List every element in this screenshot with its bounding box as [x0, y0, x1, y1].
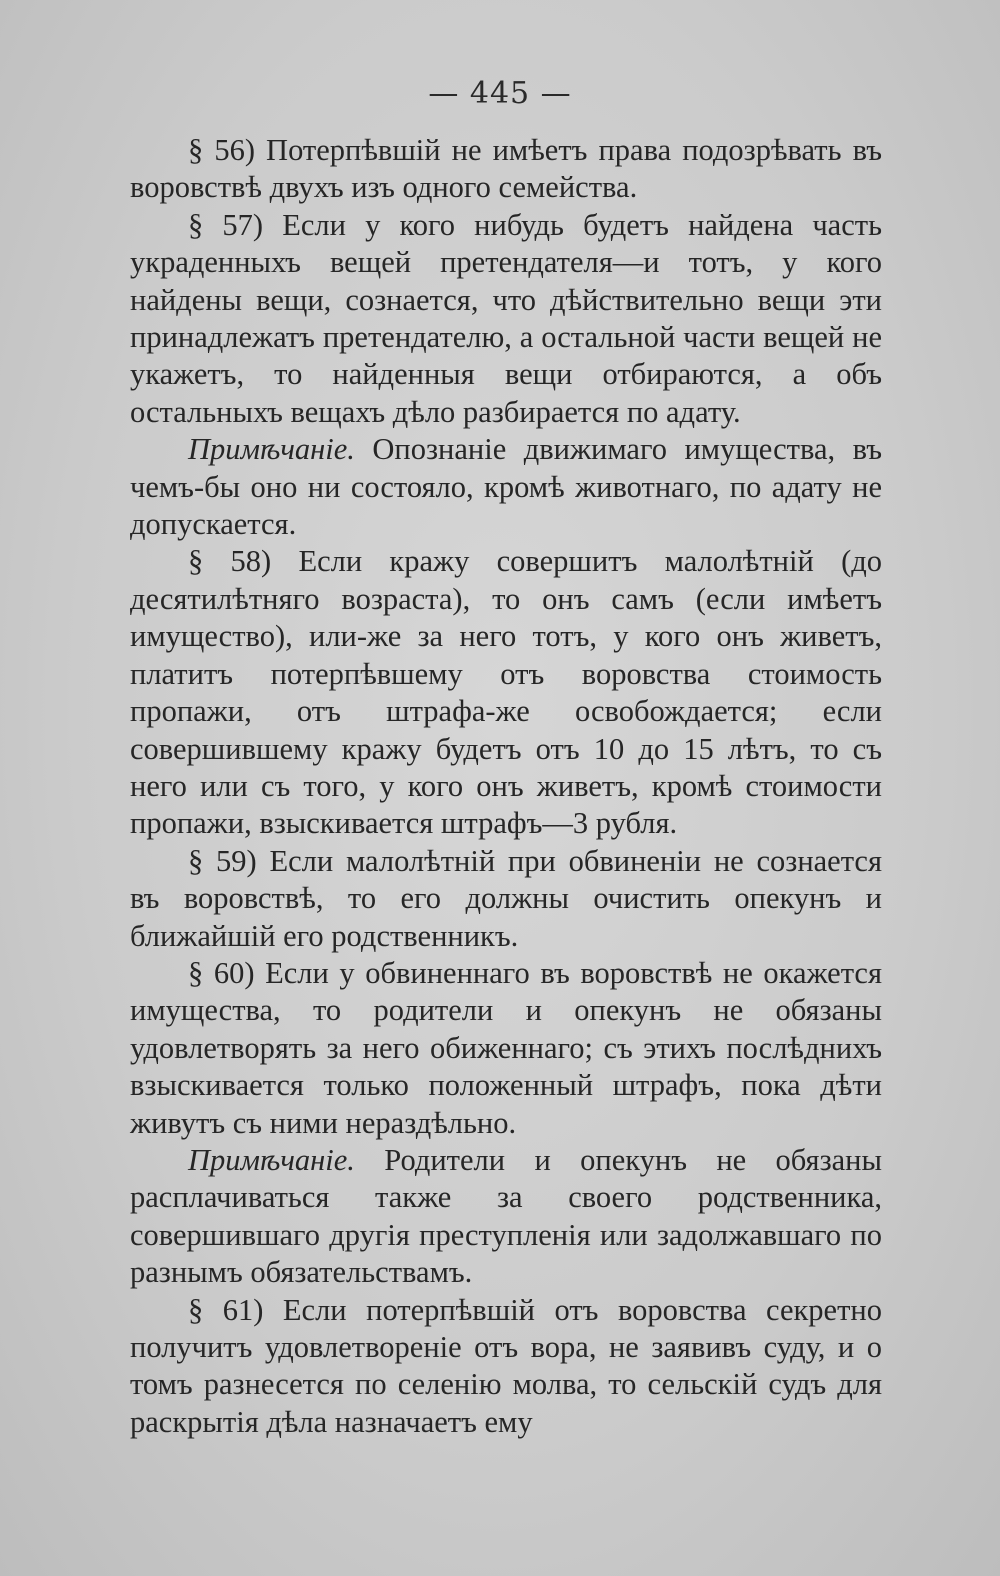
- note-label: Примѣчаніе.: [188, 432, 355, 467]
- note-text: Родители и опекунъ не обязаны расплачиваться также за своего родственника, совершившаго другія преступленія или задолжавшаго по разнымъ обязательствамъ.: [130, 1142, 882, 1290]
- note-label: Примѣчаніе.: [188, 1142, 355, 1177]
- note-1: [130, 431, 882, 543]
- paragraph-text: § 56) Потерпѣвшій не имѣетъ права подозрѣвать въ воровствѣ двухъ изъ одного семейства.: [130, 133, 882, 205]
- paragraph-text: § 60) Если у обвиненнаго въ воровствѣ не окажется имущества, то родители и опекунъ не обязаны удовлетворять за него обиженнаго; съ этихъ послѣднихъ взыскивается только положенный штрафъ, пока дѣти живутъ съ ними нераздѣльно.: [130, 955, 882, 1140]
- paragraph-60: [130, 955, 882, 1142]
- paragraph-59: [130, 843, 882, 955]
- paragraph-57: [130, 207, 882, 431]
- note-2: [130, 1142, 882, 1292]
- page-number: — 445 —: [428, 76, 572, 111]
- body-text: [130, 132, 882, 1441]
- paragraph-58: [130, 543, 882, 842]
- paragraph-61: [130, 1292, 882, 1442]
- paragraph-text: § 61) Если потерпѣвшій отъ воровства секретно получитъ удовлетвореніе отъ вора, не заявивъ суду, и о томъ разнесется по селенію молва, то сельскій судъ для раскрытія дѣла назначаетъ ему: [130, 1292, 882, 1439]
- paragraph-56: [130, 132, 882, 207]
- paragraph-text: § 58) Если кражу совершитъ малолѣтній (до десятилѣтняго возраста), то онъ самъ (если имѣетъ имущество), или-же за него тотъ, у кого онъ живетъ, платитъ потерпѣвшему отъ воровства стоимость пропажи, отъ штрафа-же освобождается; если совершившему кражу будетъ отъ 10 до 15 лѣтъ, то съ него или съ того, у кого онъ живетъ, кромѣ стоимости пропажи, взыскивается штрафъ—3 рубля.: [130, 544, 882, 841]
- paragraph-text: § 57) Если у кого нибудь будетъ найдена часть украденныхъ вещей претендателя—и тотъ, у кого найдены вещи, сознается, что дѣйствительно вещи эти принадлежатъ претендателю, а остальной части вещей не укажетъ, то найденныя вещи отбираются, а объ остальныхъ вещахъ дѣло разбирается по адату.: [130, 207, 882, 429]
- paragraph-text: § 59) Если малолѣтній при обвиненіи не сознается въ воровствѣ, то его должны очистить опекунъ и ближайшій его родственникъ.: [130, 843, 882, 953]
- note-text: Опознаніе движимаго имущества, въ чемъ-бы оно ни состояло, кромѣ животнаго, по адату не допускается.: [130, 432, 883, 542]
